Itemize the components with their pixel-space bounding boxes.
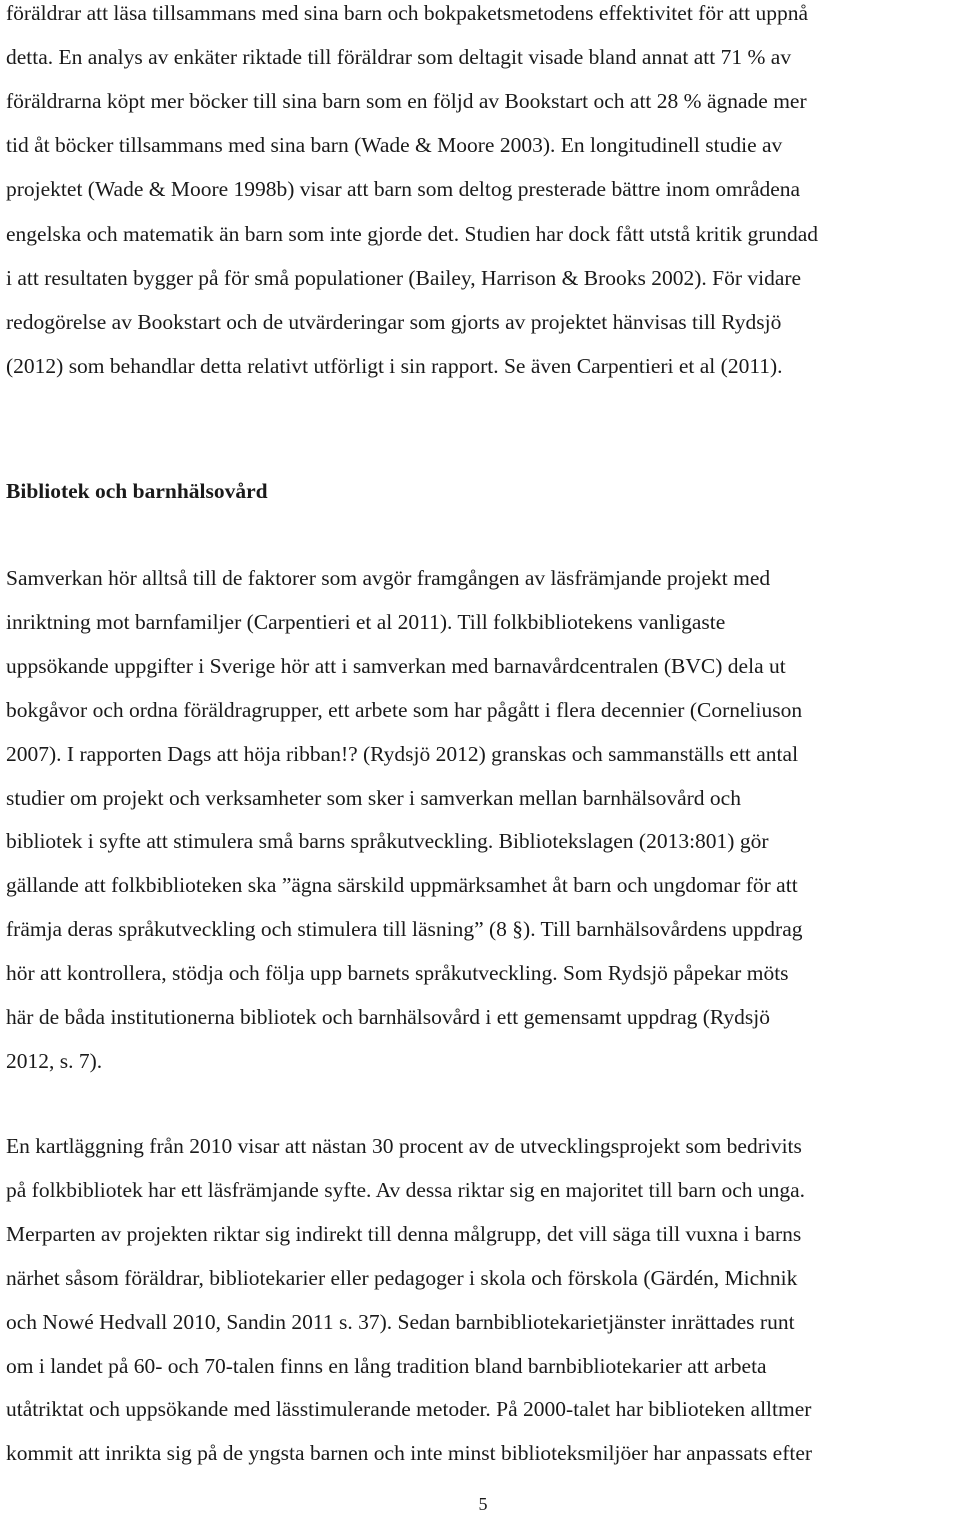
text-line: 2007). I rapporten Dags att höja ribban!? (Rydsjö 2012) granskas och sammanställs ett antal — [6, 741, 799, 766]
text-line: hör att kontrollera, stödja och följa upp barnets språkutveckling. Som Rydsjö påpekar möts — [6, 961, 789, 986]
text-line: föräldrar att läsa tillsammans med sina barn och bokpaketsmetodens effektivitet för att uppnå — [6, 1, 809, 25]
text-line: föräldrarna köpt mer böcker till sina barn som en följd av Bookstart och att 28 % ägnade mer — [6, 89, 807, 114]
text-line: i att resultaten bygger på för små populationer (Bailey, Harrison & Brooks 2002). För vidare — [6, 265, 802, 290]
text-line: redogörelse av Bookstart och de utvärderingar som gjorts av projektet hänvisas till Rydsjö — [6, 309, 782, 334]
text-line: detta. En analys av enkäter riktade till föräldrar som deltagit visade bland annat att 71 % av — [6, 45, 792, 70]
text-line: gällande att folkbiblioteken ska ”ägna särskild uppmärksamhet åt barn och ungdomar för att — [6, 873, 798, 898]
text-line: här de båda institutionerna bibliotek och barnhälsovård i ett gemensamt uppdrag (Rydsjö — [6, 1005, 770, 1029]
text-line: (2012) som behandlar detta relativt utförligt i sin rapport. Se även Carpentieri et al (2011). — [6, 353, 783, 378]
section-heading: Bibliotek och barnhälsovård — [6, 479, 268, 503]
page-number: 5 — [478, 1494, 488, 1514]
text-line: En kartläggning från 2010 visar att nästan 30 procent av de utvecklingsprojekt som bedrivits — [6, 1134, 802, 1158]
text-line: på folkbibliotek har ett läsfrämjande syfte. Av dessa riktar sig en majoritet till barn och unga. — [6, 1177, 806, 1202]
text-line: om i landet på 60- och 70-talen finns en lång tradition bland barnbibliotekarier att arbeta — [6, 1353, 767, 1378]
text-line: närhet såsom föräldrar, bibliotekarier eller pedagoger i skola och förskola (Gärdén, Michnik — [6, 1265, 798, 1290]
text-line: kommit att inrikta sig på de yngsta barnen och inte minst biblioteksmiljöer har anpassats efter — [6, 1441, 813, 1466]
text-line: 2012, s. 7). — [6, 1048, 103, 1073]
text-line: bibliotek i syfte att stimulera små barns språkutveckling. Bibliotekslagen (2013:801) gör — [6, 829, 769, 854]
text-line: Samverkan hör alltså till de faktorer som avgör framgången av läsfrämjande projekt med — [6, 566, 771, 590]
text-line: Merparten av projekten riktar sig indirekt till denna målgrupp, det vill säga till vuxna i barns — [6, 1221, 802, 1246]
text-line: och Nowé Hedvall 2010, Sandin 2011 s. 37). Sedan barnbibliotekarietjänster inrättades runt — [6, 1309, 795, 1334]
text-line: inriktning mot barnfamiljer (Carpentieri et al 2011). Till folkbibliotekens vanligaste — [6, 609, 726, 634]
text-line: studier om projekt och verksamheter som sker i samverkan mellan barnhälsovård och — [6, 785, 741, 810]
text-line: uppsökande uppgifter i Sverige hör att i samverkan med barnavårdcentralen (BVC) dela ut — [6, 653, 786, 678]
text-line: bokgåvor och ordna föräldragrupper, ett arbete som har pågått i flera decennier (Corneliuson — [6, 697, 803, 722]
text-line: utåtriktat och uppsökande med lässtimulerande metoder. På 2000-talet har biblioteken alltmer — [6, 1397, 812, 1422]
text-line: främja deras språkutveckling och stimulera till läsning” (8 §). Till barnhälsovårdens uppdrag — [6, 917, 803, 942]
text-line: tid åt böcker tillsammans med sina barn (Wade & Moore 2003). En longitudinell studie av — [6, 133, 783, 158]
text-line: projektet (Wade & Moore 1998b) visar att barn som deltog presterade bättre inom områdena — [6, 177, 801, 202]
text-line: engelska och matematik än barn som inte gjorde det. Studien har dock fått utstå kritik grundad — [6, 221, 819, 246]
